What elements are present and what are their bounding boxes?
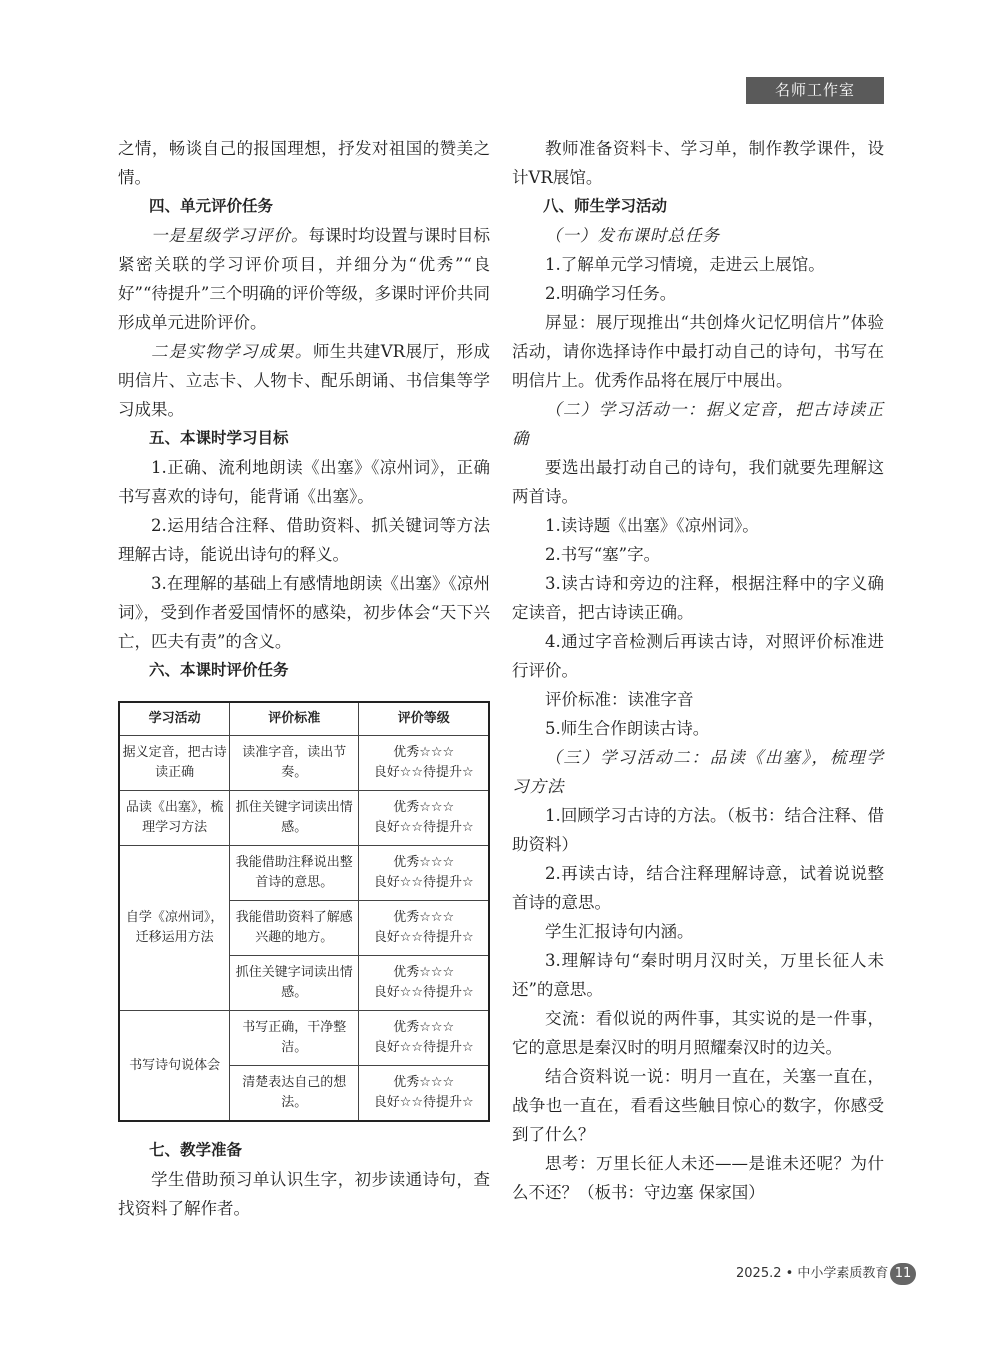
paragraph: 教师准备资料卡、学习单，制作教学课件，设计VR展馆。	[512, 139, 884, 187]
criteria-cell: 我能借助注释说出整首诗的意思。	[230, 846, 359, 901]
section-tag: 名师工作室	[746, 77, 884, 104]
table-row	[119, 1011, 489, 1066]
activity-cell: 自学《凉州词》，迁移运用方法	[119, 846, 230, 1011]
subsection-heading: （一）发布课时总任务	[545, 226, 720, 245]
paragraph	[118, 337, 490, 424]
grade-cell	[359, 846, 489, 901]
section-heading: 八、师生学习活动	[543, 197, 668, 215]
left-column	[118, 134, 490, 1223]
table-row	[119, 791, 489, 846]
grade-line: 良好☆☆待提升☆	[373, 820, 474, 835]
table-row	[119, 846, 489, 901]
paragraph: 学生借助预习单认识生字，初步读通诗句，查找资料了解作者。	[118, 1170, 490, 1218]
grade-line: 良好☆☆待提升☆	[373, 875, 474, 890]
paragraph-lead: 二是实物学习成果。	[151, 342, 313, 361]
grade-line: 良好☆☆待提升☆	[373, 1095, 474, 1110]
paragraph: 结合资料说一说：明月一直在，关塞一直在，战争也一直在，看看这些触目惊心的数字，你感受到了什么？	[512, 1067, 884, 1144]
grade-line: 良好☆☆待提升☆	[373, 765, 474, 780]
table-header: 评价等级	[359, 702, 489, 736]
grade-line: 良好☆☆待提升☆	[373, 930, 474, 945]
paragraph: 交流：看似说的两件事，其实说的是一件事，它的意思是秦汉时的明月照耀秦汉时的边关。	[512, 1009, 884, 1057]
grade-cell	[359, 791, 489, 846]
grade-line: 优秀☆☆☆	[393, 745, 455, 760]
table-header: 评价标准	[230, 702, 359, 736]
paragraph: 5.师生合作朗读古诗。	[545, 719, 710, 738]
evaluation-table	[118, 701, 490, 1122]
paragraph: 2.再读古诗，结合注释理解诗意，试着说说整首诗的意思。	[512, 864, 884, 912]
grade-line: 优秀☆☆☆	[393, 965, 455, 980]
activity-cell: 据义定音，把古诗读正确	[119, 736, 230, 791]
right-column	[512, 134, 884, 1207]
paragraph-text: 师生共建VR展厅，形成明信片、立志卡、人物卡、配乐朗诵、书信集等学习成果。	[118, 342, 490, 419]
grade-line: 优秀☆☆☆	[393, 1075, 455, 1090]
paragraph: 2.书写“塞”字。	[545, 545, 661, 564]
section-heading: 五、本课时学习目标	[149, 429, 289, 447]
grade-cell	[359, 736, 489, 791]
table-header-row	[119, 702, 489, 736]
paragraph: 1.正确、流利地朗读《出塞》《凉州词》，正确书写喜欢的诗句，能背诵《出塞》。	[118, 458, 490, 506]
paragraph: 3.在理解的基础上有感情地朗读《出塞》《凉州词》，受到作者爱国情怀的感染，初步体会“天下兴亡，匹夫有责”的含义。	[118, 574, 490, 651]
paragraph: 之情，畅谈自己的报国理想，抒发对祖国的赞美之情。	[118, 139, 490, 187]
grade-cell	[359, 901, 489, 956]
paragraph: 评价标准：读准字音	[545, 690, 694, 709]
paragraph: 思考：万里长征人未还——是谁未还呢？为什么不还？（板书：守边塞 保家国）	[512, 1154, 884, 1202]
paragraph	[118, 221, 490, 337]
paragraph: 学生汇报诗句内涵。	[545, 922, 694, 941]
grade-cell	[359, 1011, 489, 1066]
paragraph: 2.运用结合注释、借助资料、抓关键词等方法理解古诗，能说出诗句的释义。	[118, 516, 490, 564]
paragraph-lead: 一是星级学习评价。	[151, 226, 309, 245]
paragraph: 1.回顾学习古诗的方法。（板书：结合注释、借助资料）	[512, 806, 884, 854]
grade-line: 优秀☆☆☆	[393, 800, 455, 815]
paragraph: 3.读古诗和旁边的注释，根据注释中的字义确定读音，把古诗读正确。	[512, 574, 884, 622]
paragraph: 要选出最打动自己的诗句，我们就要先理解这两首诗。	[512, 458, 884, 506]
section-heading: 四、单元评价任务	[149, 197, 274, 215]
footer-issue: 2025.2 • 中小学素质教育	[736, 1266, 889, 1281]
criteria-cell: 我能借助资料了解感兴趣的地方。	[230, 901, 359, 956]
paragraph: 1.读诗题《出塞》《凉州词》。	[545, 516, 759, 535]
activity-cell: 书写诗句说体会	[119, 1011, 230, 1122]
grade-line: 优秀☆☆☆	[393, 910, 455, 925]
paragraph-text: 每课时均设置与课时目标紧密关联的学习评价项目，并细分为“优秀”“良好”“待提升”三个明确的评价等级，多课时评价共同形成单元进阶评价。	[118, 226, 490, 332]
section-heading: 七、教学准备	[149, 1141, 243, 1159]
paragraph: 1.了解单元学习情境，走进云上展馆。	[545, 255, 825, 274]
grade-line: 良好☆☆待提升☆	[373, 985, 474, 1000]
criteria-cell: 读准字音，读出节奏。	[230, 736, 359, 791]
grade-cell	[359, 956, 489, 1011]
table-header: 学习活动	[119, 702, 230, 736]
page-number: 11	[890, 1263, 916, 1285]
activity-cell: 品读《出塞》，梳理学习方法	[119, 791, 230, 846]
grade-line: 优秀☆☆☆	[393, 1020, 455, 1035]
section-heading: 六、本课时评价任务	[149, 661, 289, 679]
table-row	[119, 736, 489, 791]
grade-line: 优秀☆☆☆	[393, 855, 455, 870]
paragraph: 2.明确学习任务。	[545, 284, 677, 303]
paragraph: 屏显：展厅现推出“共创烽火记忆明信片”体验活动，请你选择诗作中最打动自己的诗句，书写在明信片上。优秀作品将在展厅中展出。	[512, 313, 884, 390]
criteria-cell: 书写正确，干净整洁。	[230, 1011, 359, 1066]
grade-line: 良好☆☆待提升☆	[373, 1040, 474, 1055]
criteria-cell: 抓住关键字词读出情感。	[230, 956, 359, 1011]
paragraph: 3.理解诗句“秦时明月汉时关，万里长征人未还”的意思。	[512, 951, 884, 999]
subsection-heading: （二）学习活动一：据义定音，把古诗读正确	[512, 400, 884, 448]
grade-cell	[359, 1066, 489, 1122]
criteria-cell: 抓住关键字词读出情感。	[230, 791, 359, 846]
paragraph: 4.通过字音检测后再读古诗，对照评价标准进行评价。	[512, 632, 884, 680]
criteria-cell: 清楚表达自己的想法。	[230, 1066, 359, 1122]
subsection-heading: （三）学习活动二：品读《出塞》，梳理学习方法	[512, 748, 884, 796]
